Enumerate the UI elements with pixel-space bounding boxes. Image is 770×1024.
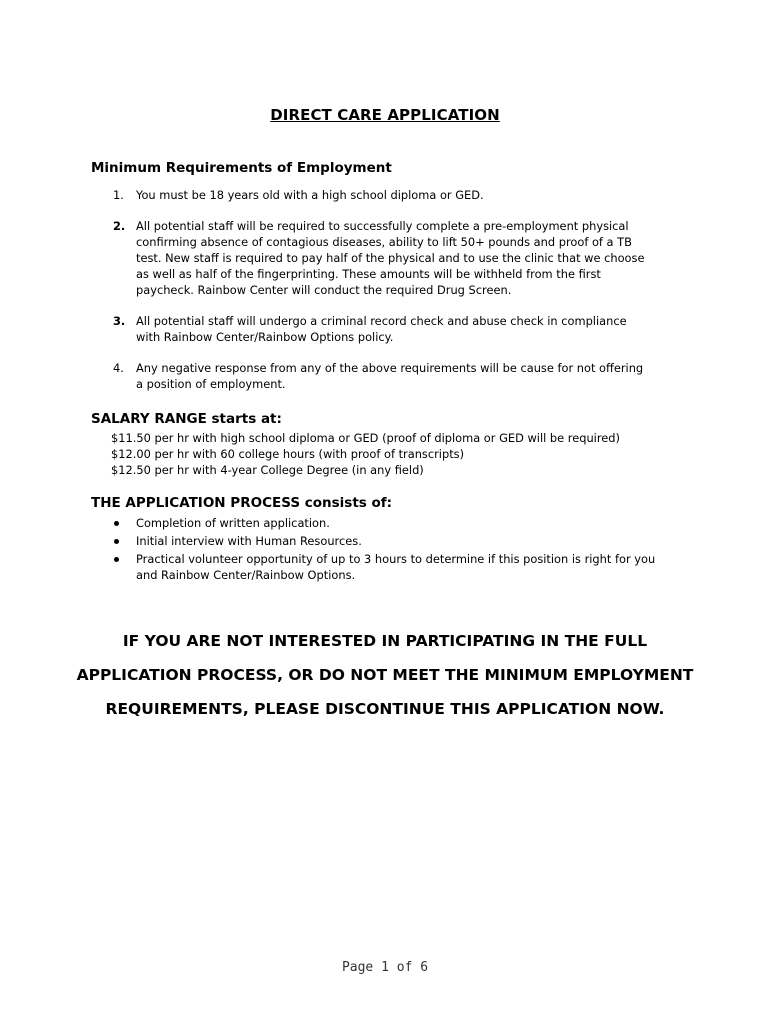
process-line: Initial interview with Human Resources. bbox=[136, 534, 362, 548]
process-line: Completion of written application. bbox=[136, 516, 330, 530]
requirement-line: You must be 18 years old with a high school diploma or GED. bbox=[136, 188, 484, 202]
requirement-line: All potential staff will be required to successfully complete a pre-employment physical bbox=[136, 219, 629, 233]
process-line: and Rainbow Center/Rainbow Options. bbox=[136, 568, 356, 582]
requirement-line: with Rainbow Center/Rainbow Options policy. bbox=[136, 330, 394, 344]
process-item bbox=[91, 515, 691, 531]
salary-heading: SALARY RANGE starts at: bbox=[91, 411, 282, 427]
process-heading: THE APPLICATION PROCESS consists of: bbox=[91, 495, 393, 511]
requirement-number: 2. bbox=[113, 219, 126, 233]
bullet-icon bbox=[114, 557, 119, 562]
bullet-icon bbox=[114, 521, 119, 526]
salary-lines bbox=[111, 430, 620, 478]
requirement-line: paycheck. Rainbow Center will conduct the required Drug Screen. bbox=[136, 283, 512, 297]
requirement-line: a position of employment. bbox=[136, 377, 286, 391]
requirement-number: 4. bbox=[113, 361, 124, 375]
process-item bbox=[91, 533, 691, 549]
salary-line: $12.50 per hr with 4-year College Degree (in any field) bbox=[111, 463, 424, 477]
page-number: Page 1 of 6 bbox=[341, 960, 429, 975]
bullet-icon bbox=[114, 539, 119, 544]
requirement-line: Any negative response from any of the above requirements will be cause for not offering bbox=[136, 361, 644, 375]
notice-line: REQUIREMENTS, PLEASE DISCONTINUE THIS APPLICATION NOW. bbox=[105, 700, 665, 718]
requirement-item bbox=[91, 187, 691, 203]
requirements-list bbox=[91, 187, 691, 407]
requirement-item bbox=[91, 218, 691, 298]
process-line: Practical volunteer opportunity of up to 3 hours to determine if this position is right for you bbox=[136, 552, 656, 566]
process-list bbox=[91, 515, 691, 585]
process-item bbox=[91, 551, 691, 583]
requirement-line: test. New staff is required to pay half of the physical and to use the clinic that we choose bbox=[136, 251, 645, 265]
requirement-item bbox=[91, 360, 691, 392]
page-title: DIRECT CARE APPLICATION bbox=[270, 106, 500, 124]
salary-line: $11.50 per hr with high school diploma or GED (proof of diploma or GED will be required) bbox=[111, 431, 620, 445]
notice-line: IF YOU ARE NOT INTERESTED IN PARTICIPATING IN THE FULL bbox=[122, 632, 648, 650]
requirement-number: 1. bbox=[113, 188, 124, 202]
requirement-line: as well as half of the fingerprinting. These amounts will be withheld from the first bbox=[136, 267, 601, 281]
requirement-line: All potential staff will undergo a criminal record check and abuse check in compliance bbox=[136, 314, 627, 328]
requirement-number: 3. bbox=[113, 314, 126, 328]
requirement-line: confirming absence of contagious diseases, ability to lift 50+ pounds and proof of a TB bbox=[136, 235, 632, 249]
salary-line: $12.00 per hr with 60 college hours (with proof of transcripts) bbox=[111, 447, 465, 461]
requirement-item bbox=[91, 313, 691, 345]
min-requirements-heading: Minimum Requirements of Employment bbox=[91, 160, 392, 176]
notice-line: APPLICATION PROCESS, OR DO NOT MEET THE MINIMUM EMPLOYMENT bbox=[76, 666, 694, 684]
